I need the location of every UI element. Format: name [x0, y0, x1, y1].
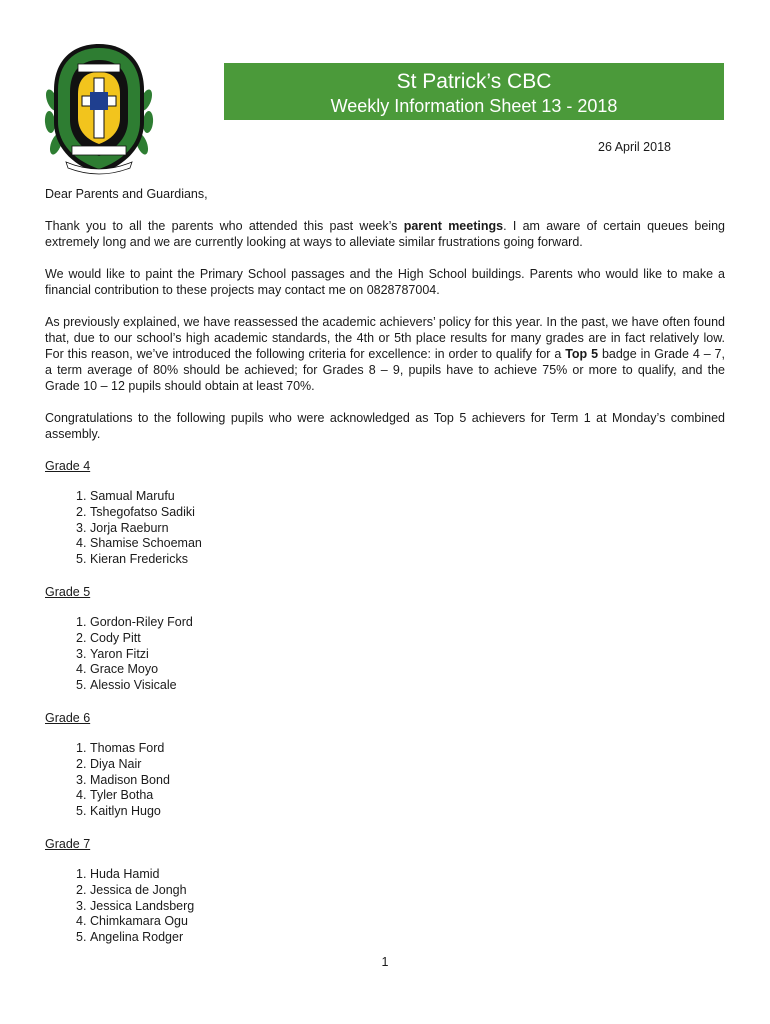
- paragraph-painting: We would like to paint the Primary School passages and the High School buildings. Parents who would like to make a financial contribution to these projects may contact me on 0828787004.: [45, 267, 725, 297]
- p1-bold-parent-meetings: parent meetings: [403, 219, 504, 233]
- grade-heading: Grade 4: [45, 459, 91, 473]
- letter-date: 26 April 2018: [598, 140, 671, 154]
- list-item: 1. Samual Marufu: [76, 489, 175, 503]
- list-item: 2. Tshegofatso Sadiki: [76, 504, 195, 519]
- pupil-list: [45, 615, 725, 694]
- list-item: 3. Jessica Landsberg: [76, 898, 195, 913]
- list-item: 4. Tyler Botha: [76, 788, 154, 803]
- list-item: 2. Jessica de Jongh: [76, 882, 187, 897]
- list-item: 3. Yaron Fitzi: [76, 646, 149, 661]
- grade-section: [45, 710, 725, 820]
- list-item: 5. Kieran Fredericks: [76, 552, 188, 567]
- list-item: 1. Huda Hamid: [76, 866, 160, 881]
- p1-text-a: Thank you to all the parents who attended this past week’s: [45, 219, 404, 233]
- paragraph-congratulations: Congratulations to the following pupils who were acknowledged as Top 5 achievers for Term 1 at Monday’s combined assembly.: [45, 411, 725, 441]
- list-item: 3. Jorja Raeburn: [76, 520, 169, 535]
- pupil-list: [45, 741, 725, 820]
- grade-heading: Grade 7: [45, 836, 91, 851]
- pupil-list: [45, 489, 725, 568]
- list-item: 5. Angelina Rodger: [76, 930, 184, 945]
- salutation: Dear Parents and Guardians,: [45, 187, 208, 201]
- list-item: 4. Shamise Schoeman: [76, 536, 202, 551]
- list-item: 4. Chimkamara Ogu: [76, 914, 188, 929]
- page-number: 1: [381, 955, 389, 969]
- grade-heading: Grade 6: [45, 710, 91, 725]
- school-name: St Patrick’s CBC: [396, 70, 552, 93]
- school-crest-logo: [42, 40, 156, 178]
- list-item: 5. Alessio Visicale: [76, 678, 177, 693]
- letter-body: [45, 186, 725, 962]
- header-banner: [224, 63, 724, 120]
- grade-section: [45, 836, 725, 946]
- p3-bold-top5: Top 5: [565, 347, 599, 361]
- paragraph-academic-policy: [45, 314, 725, 394]
- paragraph-parent-meetings: [45, 218, 725, 250]
- crest-icon: [42, 40, 156, 178]
- list-item: 1. Gordon-Riley Ford: [76, 614, 193, 629]
- list-item: 2. Cody Pitt: [76, 630, 141, 645]
- p1-text-b: . I am aware of certain queues being extremely long and we are currently looking at ways to alleviate similar frustrations going forward.: [45, 219, 725, 249]
- list-item: 1. Thomas Ford: [76, 740, 165, 755]
- p3-text-a: As previously explained, we have reassessed the academic achievers’ policy for this year. In the past, we have often found that, due to our school’s high academic standards, the 4th or 5th place results for many grades are in fact relatively low. For this reason, we’ve introduced the following criteria for excellence: in order to qualify for a: [45, 315, 725, 361]
- p3-text-b: badge in Grade 4 – 7, a term average of 80% should be achieved; for Grades 8 – 9, pupils have to achieve 75% or more to qualify, and the Grade 10 – 12 pupils should obtain at least 70%.: [45, 347, 725, 393]
- pupil-list: [45, 867, 725, 946]
- list-item: 3. Madison Bond: [76, 772, 170, 787]
- list-item: 4. Grace Moyo: [76, 662, 159, 677]
- sheet-title: Weekly Information Sheet 13 - 2018: [330, 96, 618, 116]
- list-item: 2. Diya Nair: [76, 756, 142, 771]
- list-item: 5. Kaitlyn Hugo: [76, 804, 161, 819]
- grade-section: [45, 458, 725, 568]
- grade-heading: Grade 5: [45, 584, 91, 599]
- grade-section: [45, 584, 725, 694]
